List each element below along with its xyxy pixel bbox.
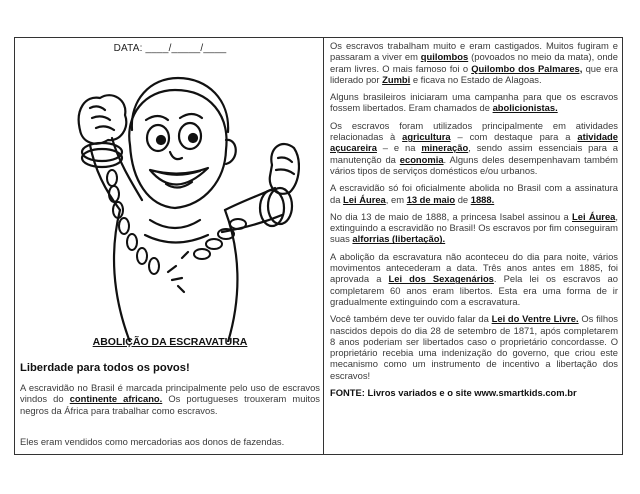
text-run: A abolição da escravatura não aconteceu do dia para noite, vários movimentos antecederam a data. Três anos antes em 1885, foi aprovada a: [330, 250, 618, 285]
paragraph-sexagenarios: [330, 251, 618, 307]
source-credit: FONTE: Livros variados e o site www.smartkids.com.br: [330, 387, 577, 399]
text-run: – com destaque para a: [450, 131, 578, 143]
paragraph-atividades: [330, 120, 618, 176]
text-run: . Alguns deles desempenhavam também vários tipos de serviços domésticos e/ou urbanos.: [330, 153, 618, 176]
intro-paragraph: [20, 382, 320, 416]
keyword: mineração: [421, 142, 469, 154]
text-run: Os filhos nascidos depois do dia 28 de setembro de 1871, após completarem 8 anos poderiam ser libertados caso o proprietário concordasse. O proprietário recebia uma indenização do governo, que criou este mecanismo como um instrumento de incentivo a libertação dos escravos!: [330, 313, 618, 381]
right-column: [330, 40, 618, 452]
paragraph-princesa-isabel: [330, 211, 618, 245]
intro-paragraph-2: Eles eram vendidos como mercadorias aos donos de fazendas.: [20, 436, 285, 447]
text-run: Os escravos trabalham muito e eram castigados. Muitos fugiram e passaram a viver em: [330, 40, 618, 63]
keyword: 13 de maio: [406, 193, 456, 205]
keyword: Lei Áurea: [343, 193, 386, 205]
text-run: , em: [385, 193, 407, 205]
paragraph-lei-aurea: [330, 182, 618, 205]
paragraph-quilombos: [330, 40, 618, 85]
text-run: de: [455, 193, 471, 205]
keyword: continente africano.: [69, 393, 163, 405]
text-run: A escravidão só foi oficialmente abolida no Brasil com a assinatura da: [330, 182, 618, 205]
paragraph-ventre-livre: [330, 313, 618, 381]
keyword: Lei dos Sexagenários: [388, 273, 494, 285]
keyword: quilombos: [420, 51, 469, 63]
keyword: atividade açucareira: [330, 131, 618, 154]
text-run: No dia 13 de maio de 1888, a princesa Isabel assinou a: [330, 210, 572, 222]
text-run: (povoados no meio da mata), onde eram livres. O mais famoso foi o: [330, 51, 618, 74]
keyword: Lei do Ventre Livre.: [491, 313, 579, 325]
subtitle: Liberdade para todos os povos!: [20, 362, 190, 374]
keyword: Lei Áurea: [572, 210, 616, 222]
text-run: e ficava no Estado de Alagoas.: [410, 73, 542, 85]
date-line: DATA: ____/_____/____: [113, 43, 227, 54]
keyword: 1888.: [470, 193, 495, 205]
column-divider: [323, 37, 324, 455]
page-title: ABOLIÇÃO DA ESCRAVATURA: [92, 336, 248, 348]
keyword: alforrias (libertação).: [352, 233, 446, 245]
freed-slave-illustration: [50, 60, 300, 342]
keyword: Quilombo dos Palmares,: [471, 62, 583, 74]
keyword: economia: [399, 153, 444, 165]
text-run: que era liderado por: [330, 62, 618, 85]
left-column: [20, 40, 320, 452]
text-run: , sendo assim essenciais para a manutenção da: [330, 142, 619, 165]
text-run: Os escravos foram utilizados principalmente em atividades relacionadas à: [330, 119, 618, 143]
text-run: . Pela lei os escravos ao completarem 60 anos eram libertos. Esta era uma forma de ir gradualmente extinguindo com a escravatura.: [330, 273, 618, 307]
text-run: Alguns brasileiros iniciaram uma campanha para que os escravos fossem libertados. Eram chamados de: [330, 91, 618, 114]
text-run: Você também deve ter ouvido falar da: [330, 313, 492, 325]
text-run: , extinguindo a escravidão no Brasil! Os escravos por fim conseguiram suas: [330, 210, 618, 245]
text-run: – e na: [376, 142, 422, 154]
keyword: agricultura: [402, 131, 451, 143]
text-run: A escravidão no Brasil é marcada principalmente pelo uso de escravos vindos do: [20, 382, 320, 405]
text-run: Os portugueses trouxeram muitos negros da África para trabalhar como escravos.: [20, 393, 320, 416]
paragraph-abolicionistas: [330, 91, 618, 114]
keyword: abolicionistas.: [492, 102, 558, 114]
keyword: Zumbi: [382, 73, 411, 85]
